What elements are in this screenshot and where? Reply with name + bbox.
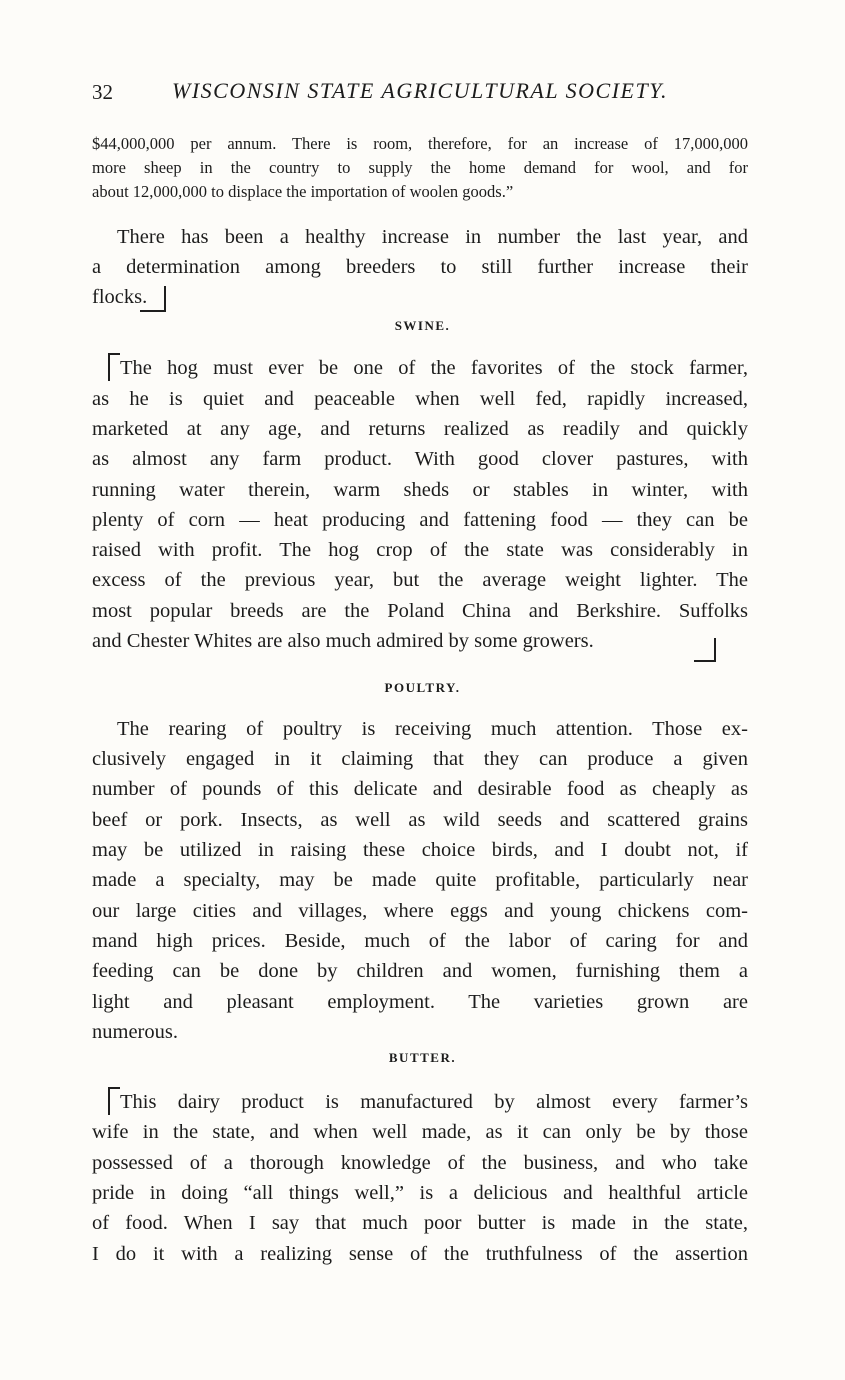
open-bracket-mark xyxy=(108,1087,120,1115)
paragraph-line: may be utilized in raising these choice birds, and I doubt not, if xyxy=(92,839,748,861)
paragraph-line: I do it with a realizing sense of the truthfulness of the assertion xyxy=(92,1243,748,1265)
paragraph-line: The rearing of poultry is receiving much attention. Those ex- xyxy=(117,718,748,740)
paragraph-line: wife in the state, and when well made, as it can only be by those xyxy=(92,1121,748,1143)
paragraph-line: raised with profit. The hog crop of the state was considerably in xyxy=(92,539,748,561)
paragraph-line: excess of the previous year, but the average weight lighter. The xyxy=(92,569,748,591)
page-header xyxy=(92,78,692,108)
paragraph-line: our large cities and villages, where eggs and young chickens com- xyxy=(92,900,748,922)
paragraph-line: The hog must ever be one of the favorites of the stock farmer, xyxy=(120,357,748,379)
paragraph-line: mand high prices. Beside, much of the labor of caring for and xyxy=(92,930,748,952)
paragraph-line: plenty of corn — heat producing and fattening food — they can be xyxy=(92,509,748,531)
close-bracket-mark xyxy=(140,286,166,312)
running-head: WISCONSIN STATE AGRICULTURAL SOCIETY. xyxy=(172,78,668,103)
paragraph-line: number of pounds of this delicate and desirable food as cheaply as xyxy=(92,778,748,800)
paragraph-line: There has been a healthy increase in number the last year, and xyxy=(117,226,748,248)
section-heading-swine: SWINE. xyxy=(394,318,451,333)
paragraph-line: This dairy product is manufactured by almost every farmer’s xyxy=(120,1091,748,1113)
paragraph-line: beef or pork. Insects, as well as wild seeds and scattered grains xyxy=(92,809,748,831)
quote-line: $44,000,000 per annum. There is room, therefore, for an increase of 17,000,000 xyxy=(92,134,748,153)
paragraph-line: flocks. xyxy=(92,286,148,308)
paragraph-line: feeding can be done by children and women, furnishing them a xyxy=(92,960,748,982)
paragraph-line: pride in doing “all things well,” is a delicious and healthful article xyxy=(92,1182,748,1204)
paragraph-line: as he is quiet and peaceable when well fed, rapidly increased, xyxy=(92,388,748,410)
paragraph-line: running water therein, warm sheds or stables in winter, with xyxy=(92,479,748,501)
paragraph-line: light and pleasant employment. The varieties grown are xyxy=(92,991,748,1013)
paragraph-line: of food. When I say that much poor butter is made in the state, xyxy=(92,1212,748,1234)
open-bracket-mark xyxy=(108,353,120,381)
paragraph-line: made a specialty, may be made quite profitable, particularly near xyxy=(92,869,748,891)
paragraph-line: as almost any farm product. With good clover pastures, with xyxy=(92,448,748,470)
page-number: 32 xyxy=(92,80,113,104)
paragraph-line: most popular breeds are the Poland China and Berkshire. Suffolks xyxy=(92,600,748,622)
paragraph-line: a determination among breeders to still further increase their xyxy=(92,256,748,278)
section-heading-butter: BUTTER. xyxy=(388,1050,457,1065)
section-heading-poultry: POULTRY. xyxy=(384,680,461,695)
paragraph-line: clusively engaged in it claiming that they can produce a given xyxy=(92,748,748,770)
paragraph-line: marketed at any age, and returns realized as readily and quickly xyxy=(92,418,748,440)
close-bracket-mark xyxy=(694,638,716,662)
quote-line: more sheep in the country to supply the home demand for wool, and for xyxy=(92,158,748,177)
paragraph-line: numerous. xyxy=(92,1021,178,1043)
paragraph-line: and Chester Whites are also much admired by some growers. xyxy=(92,630,594,652)
paragraph-line: possessed of a thorough knowledge of the business, and who take xyxy=(92,1152,748,1174)
quote-line: about 12,000,000 to displace the importation of woolen goods.” xyxy=(92,182,514,201)
